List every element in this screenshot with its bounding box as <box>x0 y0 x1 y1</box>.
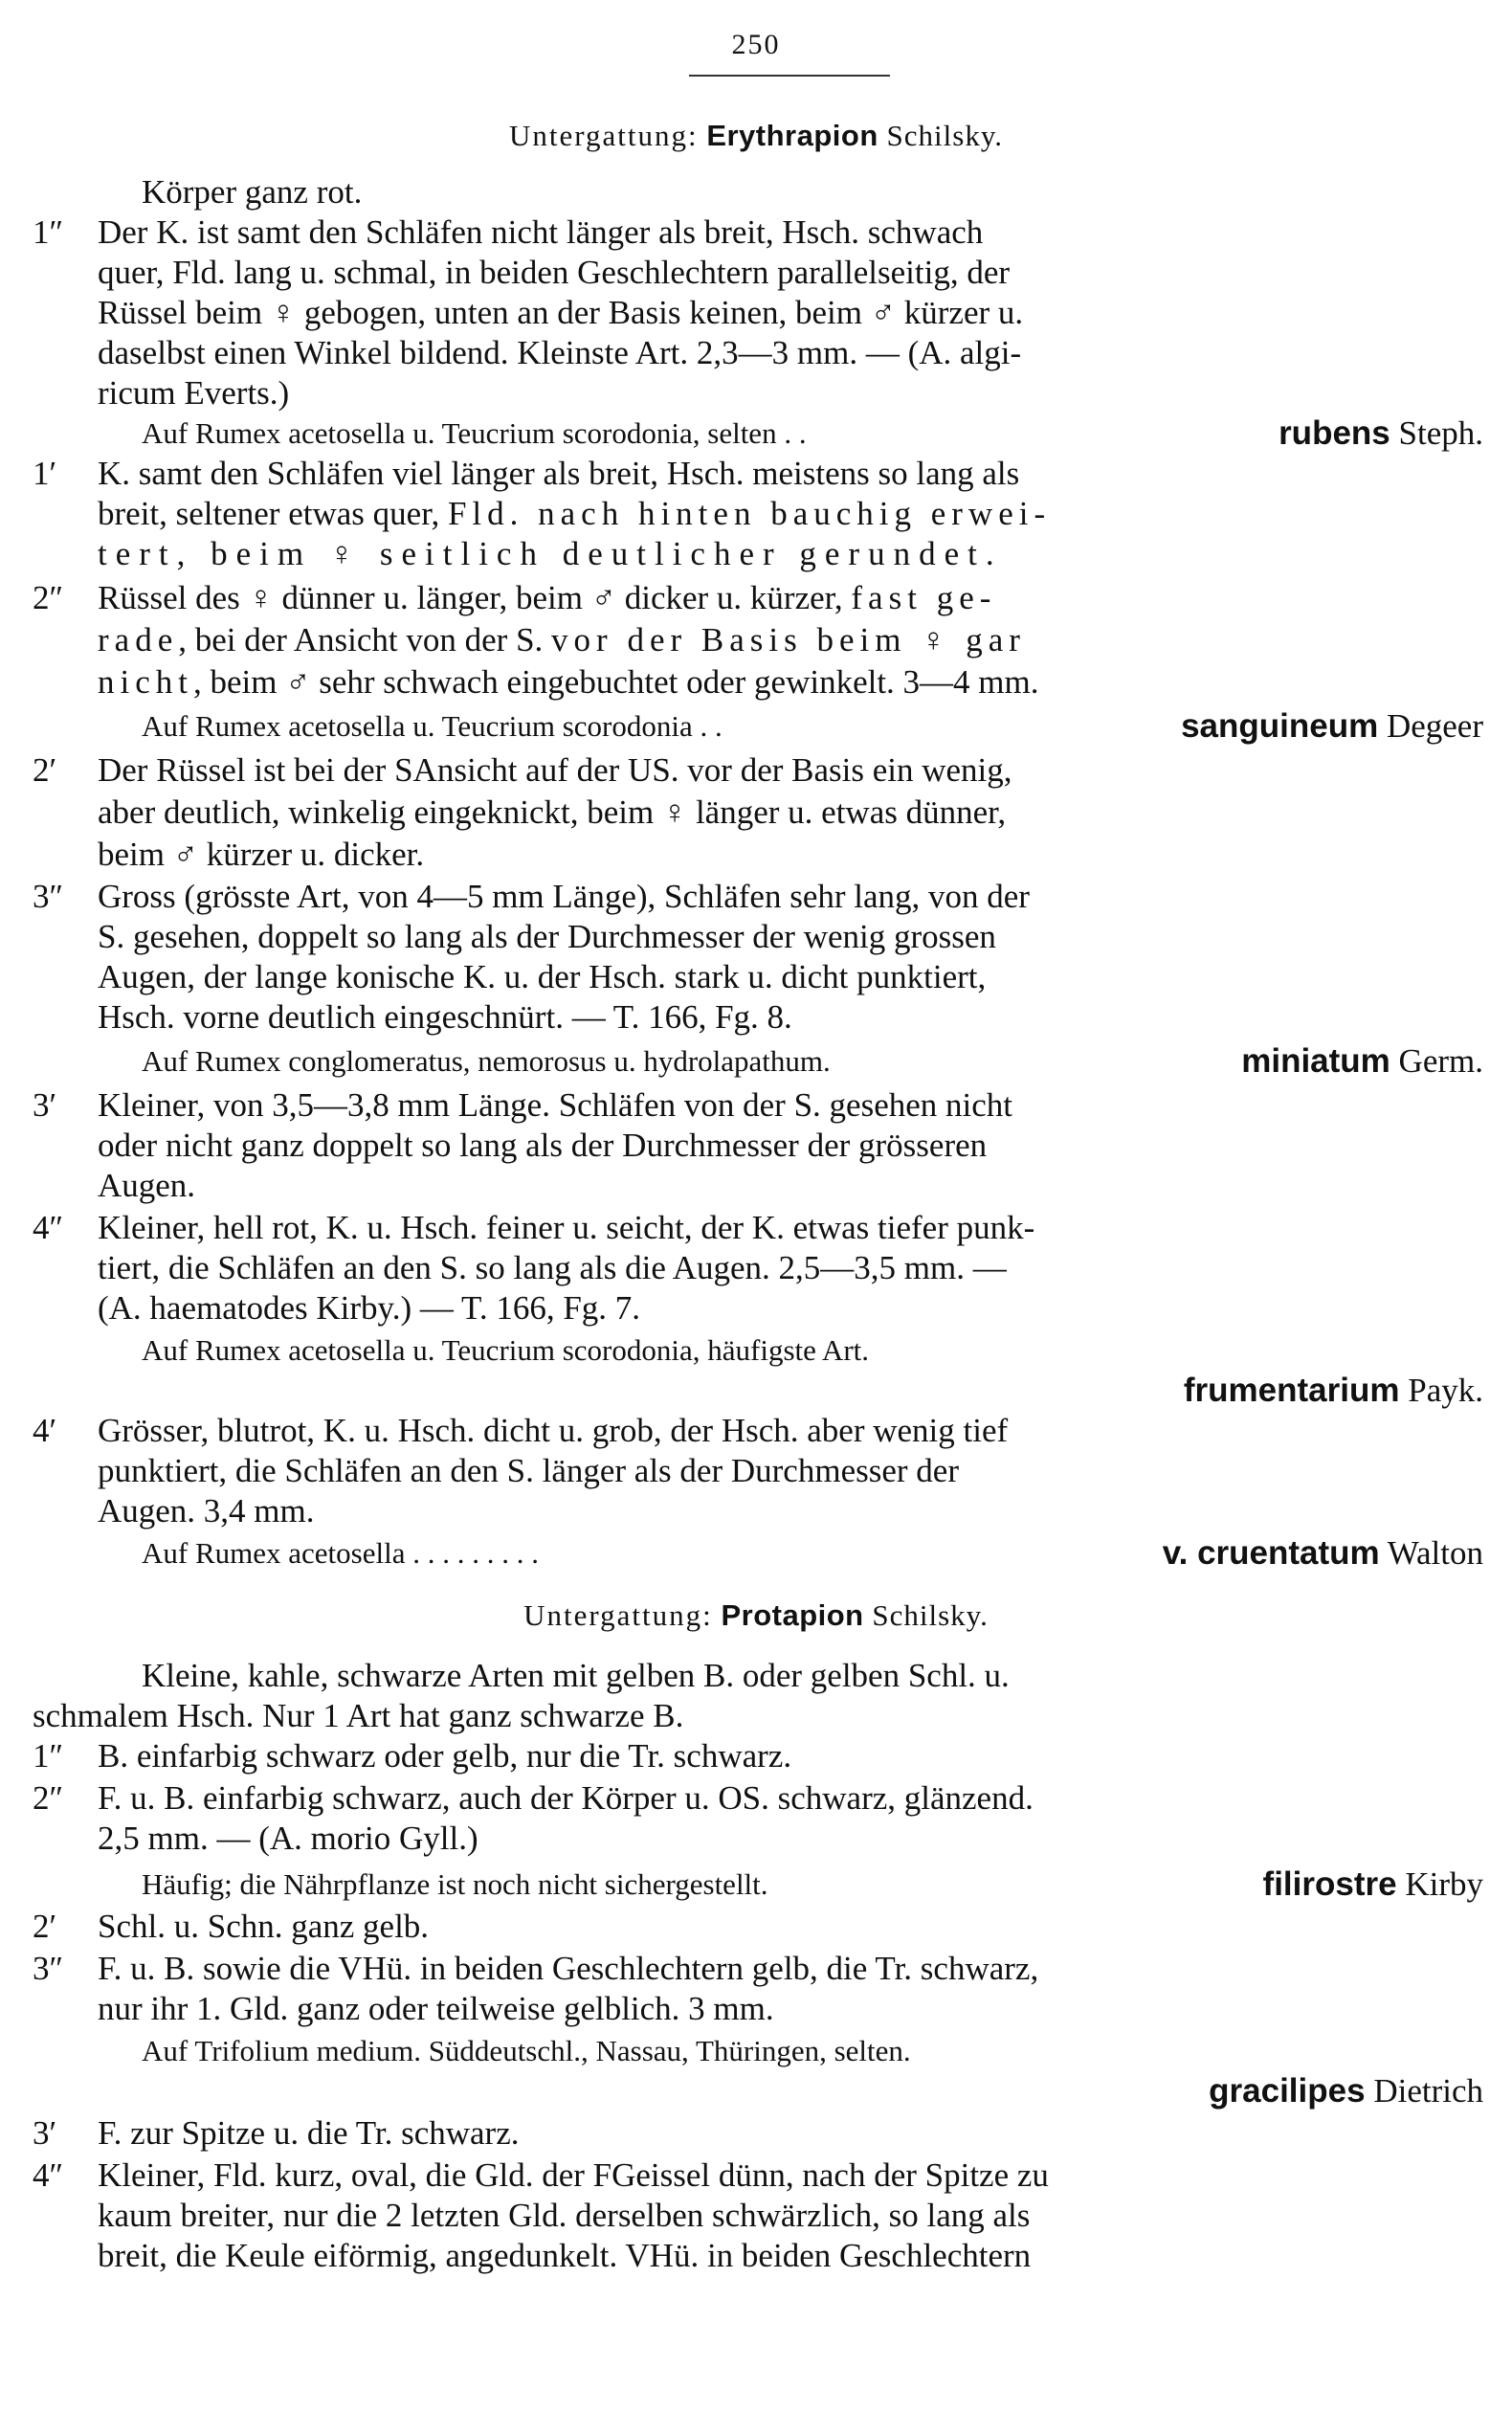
host-plants: Auf Rumex acetosella . . . . . . . . . <box>142 1536 539 1570</box>
couplet-number: 4′ <box>33 1412 57 1449</box>
text-line: breit, die Keule eiförmig, angedunkelt. VHü. in beiden Geschlechtern <box>98 2237 1032 2274</box>
text-line: Rüssel beim ♀ gebogen, unten an der Basis keinen, beim ♂ kürzer u. <box>98 294 1024 331</box>
couplet-text: Kleiner, Fld. kurz, oval, die Gld. der FGeissel dünn, nach der Spitze zu <box>98 2156 1049 2194</box>
text-line: breit, seltener etwas quer, Fld. nach hinten bauchig erwei- <box>98 495 1052 532</box>
species-name: filirostre Kirby <box>1262 1865 1483 1903</box>
text-line: aber deutlich, winkelig eingeknickt, beim ♀ länger u. etwas dünner, <box>98 793 1007 831</box>
couplet-text: Kleiner, von 3,5—3,8 mm Länge. Schläfen von der S. gesehen nicht <box>98 1086 1013 1124</box>
key-couplet <box>29 1208 1483 1248</box>
key-couplet <box>29 1085 1483 1126</box>
species-line <box>29 2071 1483 2111</box>
text-line: ricum Everts.) <box>98 374 290 412</box>
text-line: oder nicht ganz doppelt so lang als der Durchmesser der grösseren <box>98 1127 988 1164</box>
text-line: rade, bei der Ansicht von der S. vor der Basis beim ♀ gar <box>98 621 1026 659</box>
text-line: S. gesehen, doppelt so lang als der Durchmesser der wenig grossen <box>98 918 996 955</box>
host-line <box>29 1533 1483 1574</box>
species-name: sanguineum Degeer <box>1181 707 1483 745</box>
couplet-text: Kleiner, hell rot, K. u. Hsch. feiner u. seicht, der K. etwas tiefer punk- <box>98 1209 1035 1246</box>
subgenus-name: Erythrapion <box>706 119 878 152</box>
text-line: Körper ganz rot. <box>142 173 363 211</box>
species-name: v. cruentatum Walton <box>1162 1534 1483 1572</box>
couplet-number: 2′ <box>33 1908 57 1945</box>
subgenus-label: Untergattung: <box>523 1598 713 1632</box>
species-name: miniatum Germ. <box>1241 1042 1483 1080</box>
host-line <box>29 1330 1483 1371</box>
text-line: quer, Fld. lang u. schmal, in beiden Geschlechtern parallelseitig, der <box>98 254 1011 291</box>
species-line <box>29 1371 1483 1411</box>
key-couplet <box>29 212 1483 253</box>
key-couplet <box>29 2155 1483 2196</box>
couplet-text: F. zur Spitze u. die Tr. schwarz. <box>98 2114 520 2152</box>
key-couplet <box>29 1411 1483 1451</box>
couplet-text: Schl. u. Schn. ganz gelb. <box>98 1908 430 1945</box>
text-line: beim ♂ kürzer u. dicker. <box>98 836 425 873</box>
couplet-number: 1″ <box>33 1737 64 1775</box>
couplet-text: B. einfarbig schwarz oder gelb, nur die Tr. schwarz. <box>98 1737 792 1775</box>
subgenus-heading-erythrapion <box>29 119 1483 153</box>
couplet-number: 4″ <box>33 2156 64 2194</box>
text-line: kaum breiter, nur die 2 letzten Gld. derselben schwärzlich, so lang als <box>98 2197 1031 2234</box>
subgenus-author: Schilsky. <box>886 119 1004 152</box>
text-line: daselbst einen Winkel bildend. Kleinste Art. 2,3—3 mm. — (A. algi- <box>98 334 1022 371</box>
text-line: (A. haematodes Kirby.) — T. 166, Fg. 7. <box>98 1289 641 1327</box>
host-plants: Auf Rumex acetosella u. Teucrium scorodonia, selten . . <box>142 416 807 450</box>
host-line <box>29 1865 1483 1905</box>
text-line: 2,5 mm. — (A. morio Gyll.) <box>98 1820 478 1857</box>
key-couplet <box>29 454 1483 494</box>
subgenus-author: Schilsky. <box>872 1598 989 1632</box>
key-couplet <box>29 1907 1483 1947</box>
couplet-number: 3″ <box>33 1950 64 1987</box>
text-line: Augen. <box>98 1167 196 1204</box>
couplet-text: Gross (grösste Art, von 4—5 mm Länge), Schläfen sehr lang, von der <box>98 878 1030 915</box>
couplet-number: 1″ <box>33 213 64 251</box>
couplet-number: 2″ <box>33 579 64 616</box>
couplet-number: 4″ <box>33 1209 64 1246</box>
host-plants: Auf Rumex acetosella u. Teucrium scorodonia . . <box>142 709 723 743</box>
text-line: tert, beim ♀ seitlich deutlicher gerundet. <box>98 535 1003 572</box>
host-plants: Häufig; die Nährpflanze ist noch nicht sichergestellt. <box>142 1867 768 1901</box>
couplet-text: F. u. B. einfarbig schwarz, auch der Körper u. OS. schwarz, glänzend. <box>98 1779 1034 1817</box>
host-line <box>29 1041 1483 1082</box>
key-couplet <box>29 1949 1483 1989</box>
text-line: Kleine, kahle, schwarze Arten mit gelben B. oder gelben Schl. u. <box>142 1657 1010 1694</box>
couplet-text: K. samt den Schläfen viel länger als breit, Hsch. meistens so lang als <box>98 455 1020 492</box>
text-line: nicht, beim ♂ sehr schwach eingebuchtet oder gewinkelt. 3—4 mm. <box>98 663 1039 701</box>
host-line <box>29 413 1483 454</box>
host-plants: Auf Rumex acetosella u. Teucrium scorodonia, häufigste Art. <box>142 1333 869 1367</box>
text-line: Hsch. vorne deutlich eingeschnürt. — T. 166, Fg. 8. <box>98 998 792 1036</box>
key-couplet <box>29 877 1483 917</box>
couplet-number: 2″ <box>33 1779 64 1817</box>
subgenus-name: Protapion <box>721 1598 864 1632</box>
text-line: punktiert, die Schläfen an den S. länger als der Durchmesser der <box>98 1452 959 1489</box>
text-line: tiert, die Schläfen an den S. so lang als die Augen. 2,5—3,5 mm. — <box>98 1249 1007 1286</box>
couplet-number: 3″ <box>33 878 64 915</box>
host-plants: Auf Rumex conglomeratus, nemorosus u. hydrolapathum. <box>142 1044 831 1078</box>
host-plants: Auf Trifolium medium. Süddeutschl., Nassau, Thüringen, selten. <box>142 2034 911 2067</box>
host-line <box>29 2031 1483 2071</box>
subgenus-label: Untergattung: <box>508 119 699 152</box>
couplet-text: F. u. B. sowie die VHü. in beiden Geschlechtern gelb, die Tr. schwarz, <box>98 1950 1039 1987</box>
couplet-text: Der Rüssel ist bei der SAnsicht auf der US. vor der Basis ein wenig, <box>98 751 1012 789</box>
couplet-number: 1′ <box>33 455 57 492</box>
page-number: 250 <box>731 29 781 60</box>
key-couplet <box>29 2113 1483 2154</box>
subgenus-heading-protapion <box>29 1598 1483 1633</box>
couplet-number: 3′ <box>33 1086 57 1124</box>
header-rule <box>689 75 890 77</box>
couplet-number: 2′ <box>33 751 57 789</box>
couplet-number: 3′ <box>33 2114 57 2152</box>
host-line <box>29 706 1483 747</box>
text-line: nur ihr 1. Gld. ganz oder teilweise gelblich. 3 mm. <box>98 1990 774 2027</box>
species-name: frumentarium Payk. <box>1183 1372 1483 1409</box>
species-name: rubens Steph. <box>1279 414 1483 452</box>
key-couplet: 2″ Rüssel des ♀ dünner u. länger, beim ♂ dicker u. kürzer, fast ge- <box>33 579 997 616</box>
couplet-text: Der K. ist samt den Schläfen nicht länger als breit, Hsch. schwach <box>98 213 984 251</box>
species-name: gracilipes Dietrich <box>1209 2072 1483 2110</box>
key-couplet <box>29 750 1483 791</box>
couplet-text: Grösser, blutrot, K. u. Hsch. dicht u. grob, der Hsch. aber wenig tief <box>98 1412 1009 1449</box>
text-line: Augen, der lange konische K. u. der Hsch. stark u. dicht punktiert, <box>98 958 987 995</box>
text-line: Augen. 3,4 mm. <box>98 1492 315 1530</box>
key-couplet <box>29 1778 1483 1819</box>
key-couplet <box>29 1736 1483 1776</box>
text-line: schmalem Hsch. Nur 1 Art hat ganz schwarze B. <box>33 1697 684 1734</box>
